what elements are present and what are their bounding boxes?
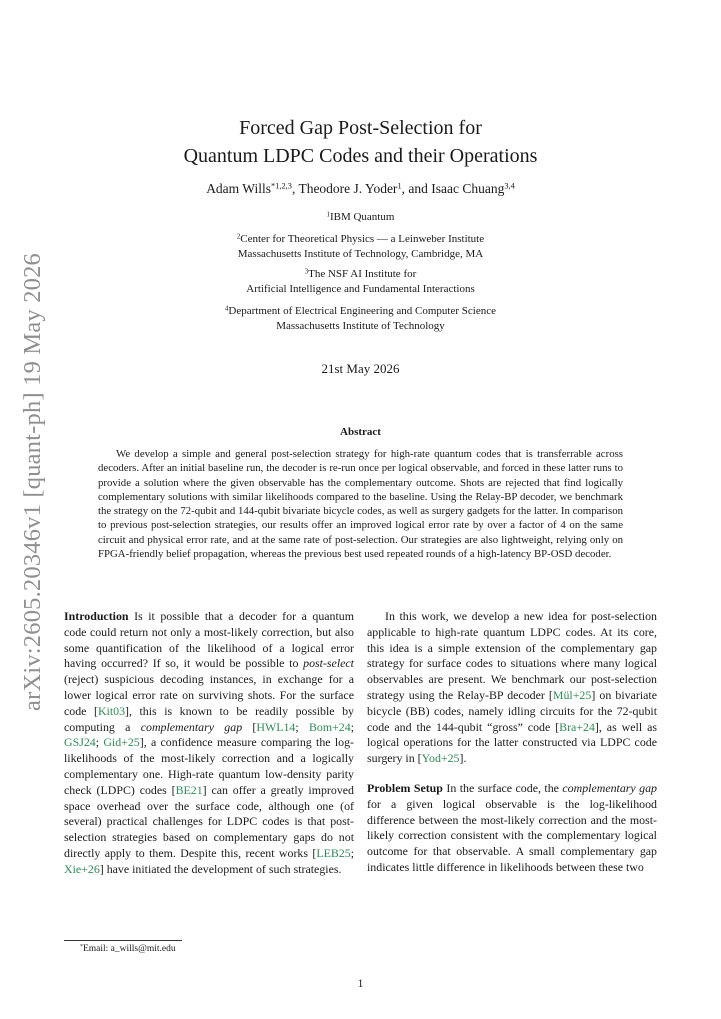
affiliation-1 — [0, 210, 721, 225]
citation-link[interactable]: Kit03 — [97, 703, 126, 718]
page-number: 1 — [357, 978, 364, 990]
this-work-paragraph: In this work, we develop a new idea for post-selection applicable to high-rate quantum LDPC codes. At its core, this idea is a simple extension of the complementary gap strategy for surface codes to situations where many logical observables are present. We benchmark our post-selection strategy using the Relay-BP decoder [Mül+25] on bivariate bicycle (BB) codes, namely idling circuits for the 72-qubit code and the 144-qubit “gross” code [Bra+24], as well as logical operations for the latter constructed via LDPC code surgery in [Yod+25]. — [367, 609, 658, 766]
arxiv-identifier-stamp — [15, 253, 51, 711]
citation-link[interactable]: Bra+24 — [559, 719, 595, 734]
title-line-1: Forced Gap Post-Selection for — [239, 117, 482, 139]
citation-link[interactable]: LEB25 — [316, 845, 351, 860]
left-column — [64, 609, 354, 878]
author-wills-affil: *1,2,3 — [271, 181, 292, 191]
citation-link[interactable]: Xie+26 — [64, 861, 100, 876]
citation-link[interactable]: Bom+24 — [308, 719, 351, 734]
affiliation-2-line-2: Massachusetts Institute of Technology, Cambridge, MA — [237, 248, 484, 260]
affiliation-3-line-1: The NSF AI Institute for — [308, 268, 417, 280]
problem-setup-heading: Problem Setup — [367, 780, 443, 795]
affiliation-3 — [0, 267, 721, 297]
abstract-body: We develop a simple and general post-selection strategy for high-rate quantum codes that is transferrable across decoders. After an initial baseline run, the decoder is re-run once per logical observable, and forced in these latter runs to provide a solution where the given observable has the complementary outcome. Shots are rejected that find logically complementary solutions with similar likelihoods compared to the baseline. Using the Relay-BP decoder, we benchmark the strategy on the 72-qubit and 144-qubit bivariate bicycle codes, as well as surgery gadgets for the latter. In comparison to previous post-selection strategies, our results offer an improved logical error rate by over a factor of 4 on the same circuit and physical error rate, and at the same rate of post-selection. Our strategies are also lightweight, relying only on FPGA-friendly belief propagation, whereas the previous best used repeated rounds of a high-latency BP-OSD decoder. — [98, 448, 623, 561]
arxiv-identifier-text: arXiv:2605.20346v1 [quant-ph] 19 May 2026 — [19, 253, 46, 711]
affiliation-2 — [0, 232, 721, 262]
footnote-email: Email: a_wills@mit.edu — [82, 944, 176, 954]
footnote-divider — [64, 940, 182, 941]
title-line-2: Quantum LDPC Codes and their Operations — [183, 145, 538, 167]
affiliation-4 — [0, 304, 721, 334]
author-chuang: , and Isaac Chuang — [401, 181, 505, 196]
citation-link[interactable]: GSJ24 — [64, 735, 96, 750]
citation-link[interactable]: Yod+25 — [421, 751, 460, 766]
introduction-heading: Introduction — [64, 609, 129, 623]
citation-link[interactable]: Mül+25 — [552, 687, 592, 702]
affiliation-1-line-1: IBM Quantum — [329, 211, 395, 223]
affiliation-3-line-2: Artificial Intelligence and Fundamental Interactions — [246, 283, 475, 295]
emphasis-complementary-gap: complementary gap — [140, 719, 243, 734]
citation-link[interactable]: HWL14 — [256, 719, 296, 734]
author-yoder: , Theodore J. Yoder — [291, 181, 398, 196]
problem-setup-paragraph: Problem Setup In the surface code, the complementary gap for a given logical observable is the log-likelihood difference between the most-likely correction and the most-likely correction consistent with the complementary logical outcome for that observable. A small complementary gap indicates little difference in likelihoods between these two — [367, 780, 658, 874]
affiliation-2-number: 2 — [236, 233, 241, 241]
right-column — [367, 609, 657, 876]
affiliation-3-number: 3 — [304, 268, 309, 276]
author-chuang-affil: 3,4 — [504, 181, 515, 191]
citation-link[interactable]: Gid+25 — [103, 735, 140, 750]
affiliation-1-number: 1 — [326, 211, 330, 219]
footnote — [80, 944, 176, 954]
footnote-mark: * — [80, 943, 83, 950]
emphasis-post-select: post-select — [303, 656, 354, 671]
author-wills: Adam Wills — [206, 181, 272, 196]
affiliation-4-line-1: Department of Electrical Engineering and Computer Science — [228, 305, 496, 317]
affiliation-2-line-1: Center for Theoretical Physics — a Leinweber Institute — [240, 233, 485, 245]
emphasis-complementary-gap: complementary gap — [562, 780, 658, 795]
publication-date: 21st May 2026 — [321, 361, 400, 376]
introduction-paragraph: Introduction Is it possible that a decoder for a quantum code could return not only a most-likely correction, but also some quantification of the likelihood of a logical error having occurred? If so, it would be possible to post-select (reject) suspicious decoding instances, in exchange for a lower logical error rate on surviving shots. For the surface code [Kit03], this is known to be readily possible by computing a complementary gap [HWL14; Bom+24; GSJ24; Gid+25], a confidence measure comparing the log-likelihoods of the most-likely correction and a logically complementary one. High-rate quantum low-density parity check (LDPC) codes [BE21] can offer a greatly improved space overhead over the surface code, although one (of several) practical challenges for LDPC codes is that post-selection strategies based on complementary gaps do not directly apply to them. Despite this, recent works [LEB25; Xie+26] have initiated the development of such strategies. — [64, 609, 354, 876]
affiliation-4-line-2: Massachusetts Institute of Technology — [276, 320, 445, 332]
citation-link[interactable]: BE21 — [175, 782, 203, 797]
abstract-heading: Abstract — [340, 426, 381, 438]
affiliation-4-number: 4 — [225, 305, 229, 313]
author-yoder-affil: 1 — [397, 181, 402, 191]
author-list — [0, 181, 721, 197]
paper-title — [0, 114, 721, 170]
